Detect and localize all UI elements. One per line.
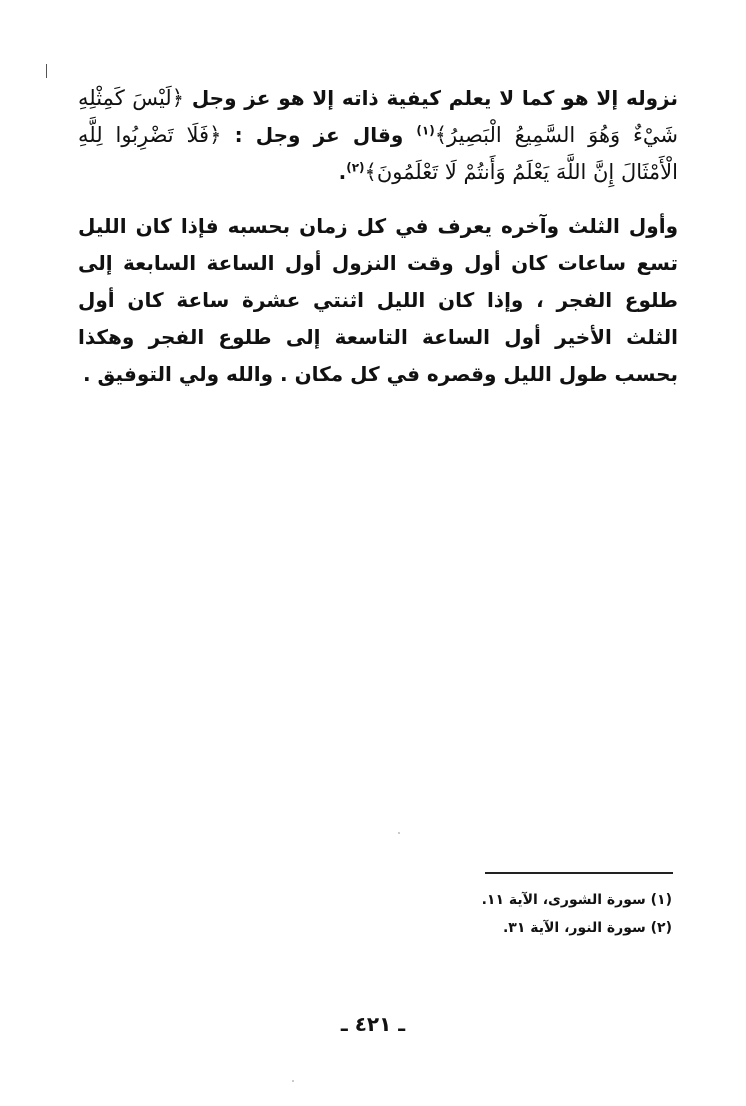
paragraph-quran-verses — [78, 80, 678, 191]
paragraph-1 — [78, 80, 678, 191]
scan-speck — [292, 1080, 294, 1082]
paragraph-1-intro: نزوله إلا هو كما لا يعلم كيفية ذاته إلا هو عز وجل — [191, 86, 678, 110]
footnote-ref-1: (١) — [416, 123, 435, 138]
paragraph-1-connector: وقال عز وجل : — [234, 123, 404, 147]
page-number: ـ ٤٢١ ـ — [340, 1012, 406, 1036]
footnote-ref-2: (٢) — [346, 160, 365, 175]
quran-verse-2: ﴿فَلَا تَضْرِبُوا لِلَّهِ الْأَمْثَالَ إِنَّ اللَّهَ يَعْلَمُ وَأَنتُمْ لَا تَعْلَمُونَ﴾ — [78, 123, 678, 184]
quran-verse-1: ﴿لَيْسَ كَمِثْلِهِ شَيْءٌ وَهُوَ السَّمِيعُ الْبَصِيرُ﴾ — [78, 86, 679, 147]
paragraph-2: وأول الثلث وآخره يعرف في كل زمان بحسبه فإذا كان الليل تسع ساعات كان أول وقت النزول أول الساعة السابعة إلى طلوع الفجر ، وإذا كان الليل اثنتي عشرة ساعة كان أول الثلث الأخير أول الساعة التاسعة إلى طلوع الفجر وهكذا بحسب طول الليل وقصره في كل مكان . والله ولي التوفيق . — [78, 214, 678, 386]
footnote-separator — [485, 872, 673, 874]
footnotes — [412, 886, 672, 942]
margin-mark — [46, 64, 47, 78]
scan-speck — [398, 832, 400, 834]
paragraph-1-end: . — [338, 160, 347, 184]
footnote-1: (١) سورة الشورى، الآية ١١. — [481, 892, 672, 908]
footnote-2: (٢) سورة النور، الآية ٣١. — [502, 920, 672, 936]
paragraph-night-third — [78, 208, 678, 393]
